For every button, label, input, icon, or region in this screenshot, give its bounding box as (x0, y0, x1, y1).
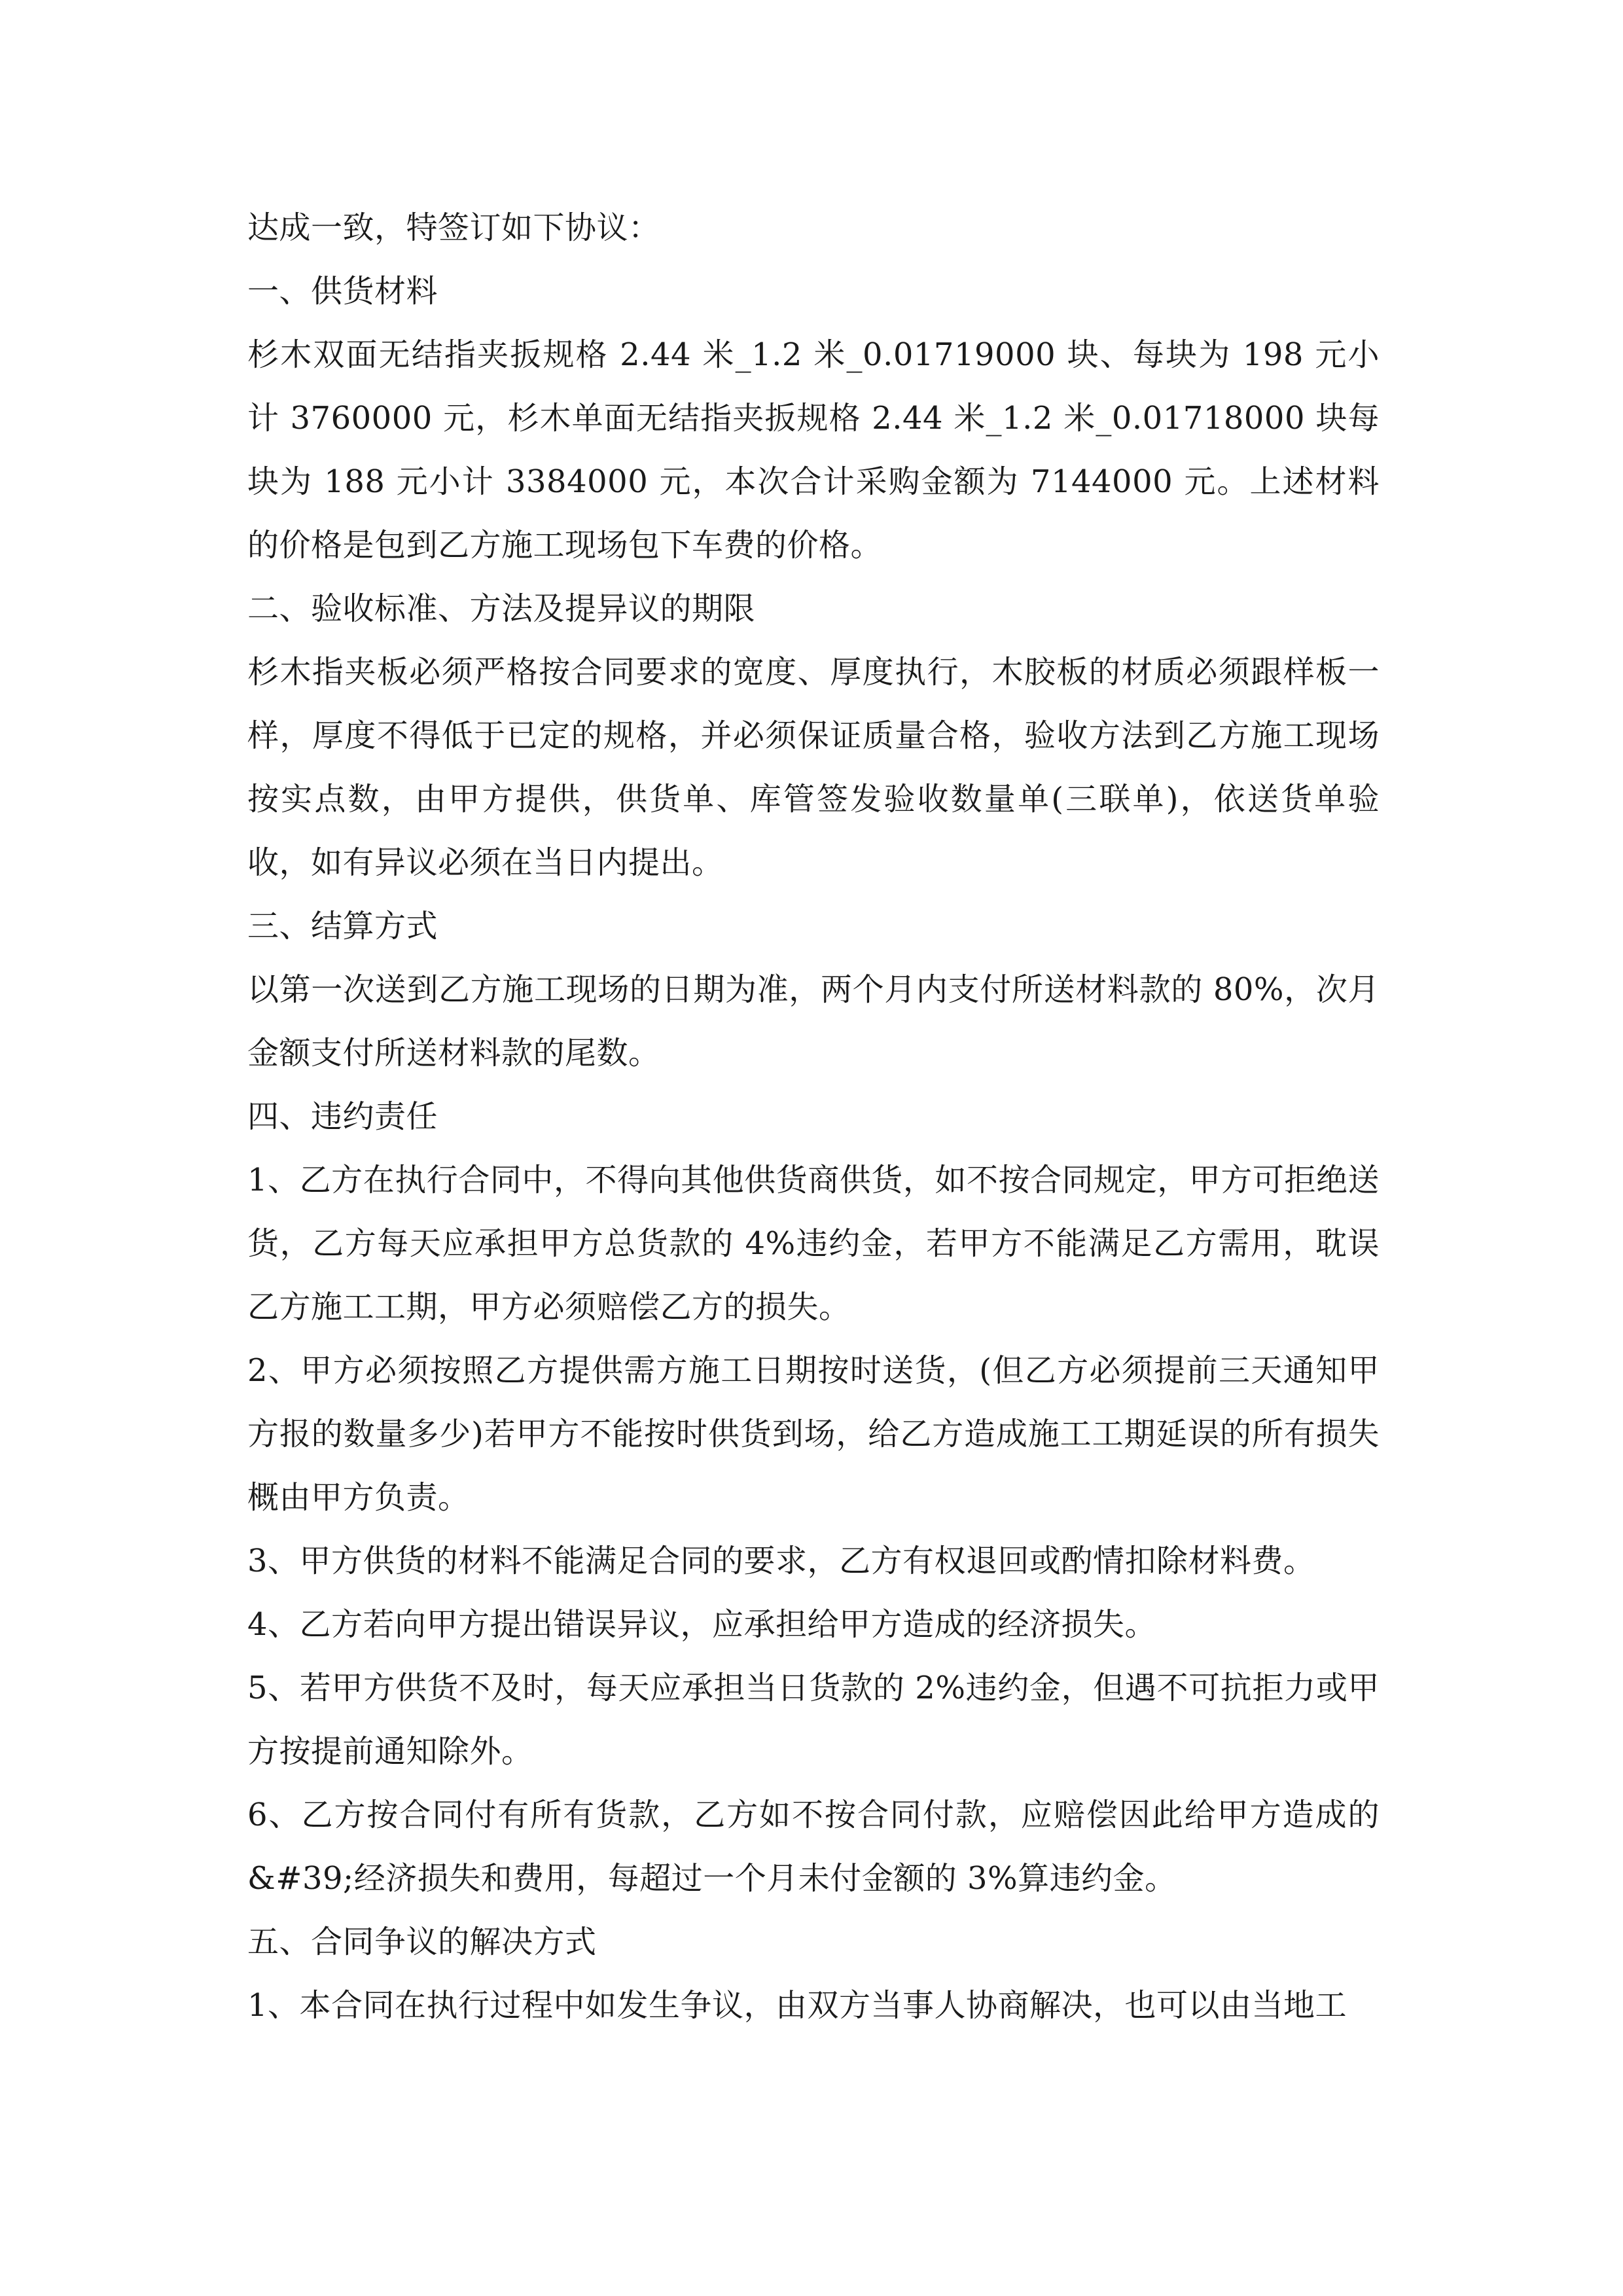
contract-body (247, 196, 1380, 2037)
section-heading-acceptance: 二、验收标准、方法及提异议的期限 (247, 590, 756, 627)
liability-clause-1: 1、乙方在执行合同中，不得向其他供货商供货，如不按合同规定，甲方可拒绝送货，乙方每天应承担甲方总货款的 4%违约金，若甲方不能满足乙方需用，耽误乙方施工工期，甲方必须赔偿乙方的损失。 (247, 1162, 1380, 1325)
acceptance-text: 杉木指夹板必须严格按合同要求的宽度、厚度执行，木胶板的材质必须跟样板一样，厚度不得低于已定的规格，并必须保证质量合格，验收方法到乙方施工现场按实点数，由甲方提供，供货单、库管签发验收数量单(三联单)，依送货单验收，如有异议必须在当日内提出。 (247, 654, 1380, 881)
liability-clause-3: 3、甲方供货的材料不能满足合同的要求，乙方有权退回或酌情扣除材料费。 (247, 1543, 1315, 1579)
intro-line: 达成一致，特签订如下协议： (247, 209, 660, 246)
liability-clause-5: 5、若甲方供货不及时，每天应承担当日货款的 2%违约金，但遇不可抗拒力或甲方按提前通知除外。 (247, 1670, 1380, 1770)
section-heading-liability: 四、违约责任 (247, 1098, 438, 1135)
dispute-clause-1: 1、本合同在执行过程中如发生争议，由双方当事人协商解决，也可以由当地工 (247, 1987, 1347, 2024)
section-heading-dispute: 五、合同争议的解决方式 (247, 1924, 597, 1960)
liability-clause-4: 4、乙方若向甲方提出错误异议，应承担给甲方造成的经济损失。 (247, 1606, 1157, 1643)
liability-clause-6: 6、乙方按合同付有所有货款，乙方如不按合同付款，应赔偿因此给甲方造成的&#39;经济损失和费用，每超过一个月未付金额的 3%算违约金。 (247, 1797, 1380, 1897)
section-heading-settlement: 三、结算方式 (247, 908, 438, 944)
liability-clause-2: 2、甲方必须按照乙方提供需方施工日期按时送货，(但乙方必须提前三天通知甲方报的数量多少)若甲方不能按时供货到场，给乙方造成施工工期延误的所有损失概由甲方负责。 (247, 1352, 1380, 1516)
supply-materials-text: 杉木双面无结指夹扳规格 2.44 米_1.2 米_0.01719000 块、每块为 198 元小计 3760000 元，杉木单面无结指夹扳规格 2.44 米_1.2 米_0.01718000 块每块为 188 元小计 3384000 元，本次合计采购金额为 7144000 元。上述材料的价格是包到乙方施工现场包下车费的价格。 (247, 336, 1380, 564)
section-heading-supply-materials: 一、供货材料 (247, 273, 438, 310)
settlement-text: 以第一次送到乙方施工现场的日期为准，两个月内支付所送材料款的 80%，次月金额支付所送材料款的尾数。 (247, 971, 1380, 1071)
